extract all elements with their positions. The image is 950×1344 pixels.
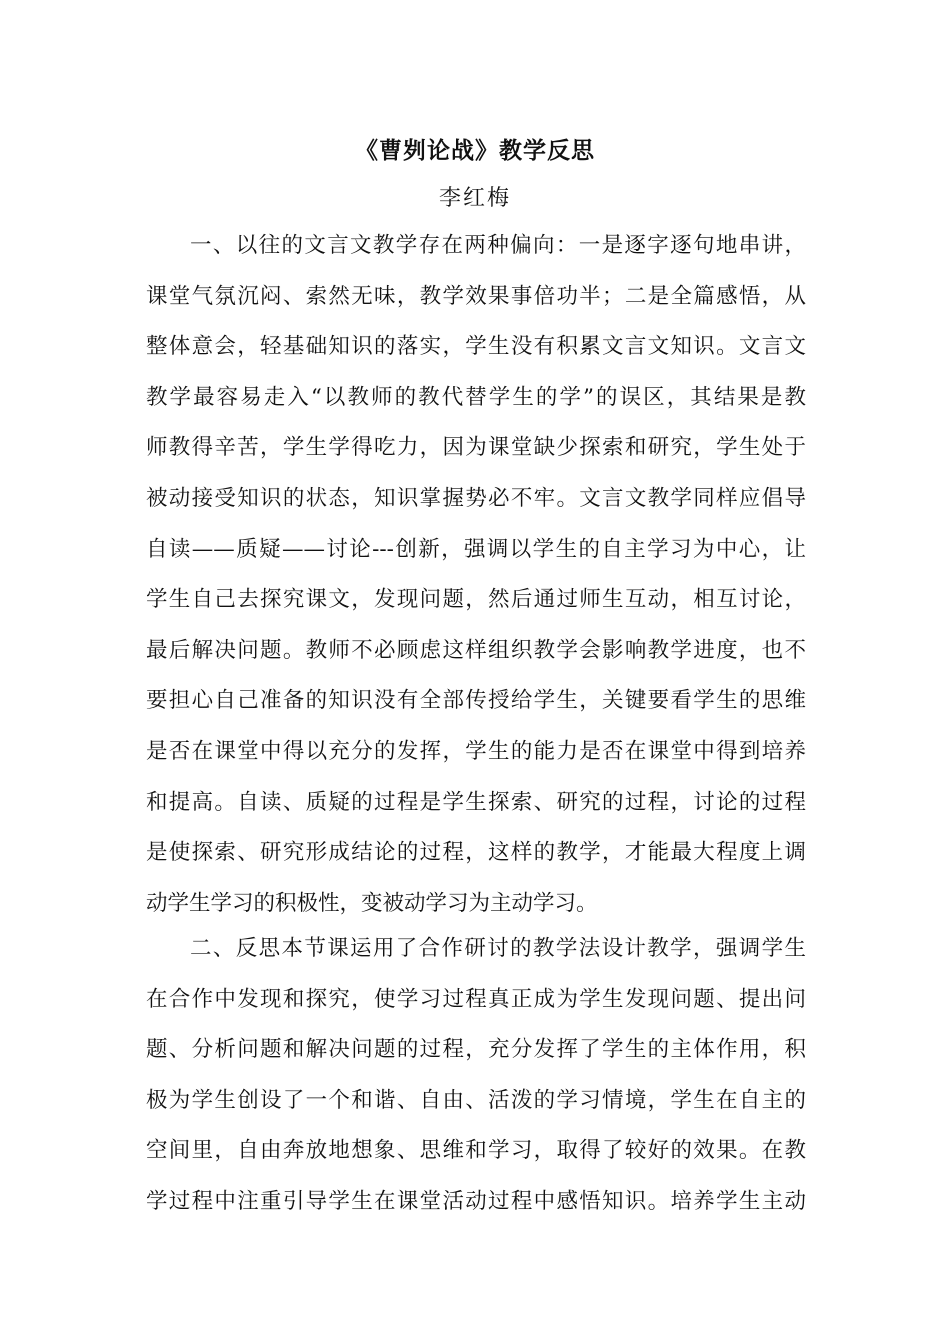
paragraph-line: 是使探索、研究形成结论的过程，这样的教学，才能最大程度上调 bbox=[146, 840, 806, 866]
paragraph-line: 被动接受知识的状态，知识掌握势必不牢。文言文教学同样应倡导 bbox=[146, 485, 806, 511]
paragraph-line: 课堂气氛沉闷、索然无味，教学效果事倍功半；二是全篇感悟，从 bbox=[146, 283, 806, 309]
paragraph-1 bbox=[146, 221, 806, 929]
paragraph-line: 最后解决问题。教师不必顾虑这样组织教学会影响教学进度，也不 bbox=[146, 637, 806, 663]
paragraph-line: 空间里，自由奔放地想象、思维和学习，取得了较好的效果。在教 bbox=[146, 1138, 806, 1164]
document-title: 《曹刿论战》教学反思 bbox=[355, 137, 595, 164]
document-author: 李红梅 bbox=[438, 186, 511, 211]
paragraph-line: 动学生学习的积极性，变被动学习为主动学习。 bbox=[146, 890, 598, 916]
paragraph-line: 整体意会，轻基础知识的落实，学生没有积累文言文知识。文言文 bbox=[146, 334, 806, 360]
paragraph-line: 题、分析问题和解决问题的过程，充分发挥了学生的主体作用，积 bbox=[146, 1037, 806, 1063]
paragraph-line: 要担心自己准备的知识没有全部传授给学生，关键要看学生的思维 bbox=[146, 688, 806, 714]
paragraph-line: 极为学生创设了一个和谐、自由、活泼的学习情境，学生在自主的 bbox=[146, 1087, 806, 1113]
paragraph-2 bbox=[146, 924, 806, 1228]
paragraph-line: 和提高。自读、质疑的过程是学生探索、研究的过程，讨论的过程 bbox=[146, 789, 806, 815]
paragraph-line: 学生自己去探究课文，发现问题，然后通过师生互动，相互讨论， bbox=[146, 587, 806, 613]
paragraph-line: 一、以往的文言文教学存在两种偏向：一是逐字逐句地串讲， bbox=[190, 233, 806, 258]
paragraph-line: 师教得辛苦，学生学得吃力，因为课堂缺少探索和研究，学生处于 bbox=[146, 435, 806, 461]
paragraph-line: 是否在课堂中得以充分的发挥，学生的能力是否在课堂中得到培养 bbox=[146, 738, 806, 764]
paragraph-line: 自读——质疑——讨论---创新，强调以学生的自主学习为中心，让 bbox=[146, 536, 806, 562]
paragraph-line: 在合作中发现和探究，使学习过程真正成为学生发现问题、提出问 bbox=[146, 986, 806, 1012]
paragraph-line: 二、反思本节课运用了合作研讨的教学法设计教学，强调学生 bbox=[190, 936, 806, 961]
paragraph-line: 学过程中注重引导学生在课堂活动过程中感悟知识。培养学生主动 bbox=[146, 1188, 806, 1214]
paragraph-line: 教学最容易走入“以教师的教代替学生的学”的误区，其结果是教 bbox=[146, 384, 806, 410]
